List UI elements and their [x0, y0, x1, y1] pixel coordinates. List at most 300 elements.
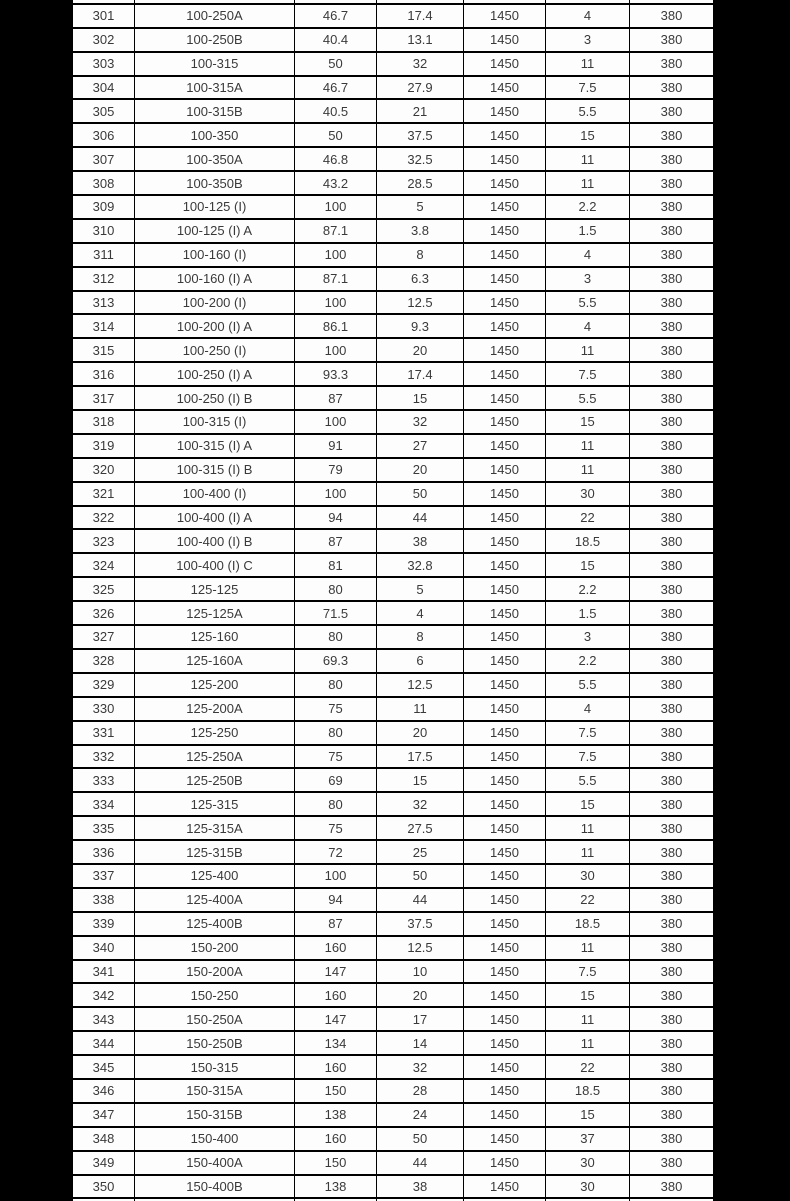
table-cell: 93.3	[295, 362, 377, 386]
table-cell: 69.3	[295, 649, 377, 673]
table-cell: 20	[377, 983, 464, 1007]
table-row	[73, 864, 714, 888]
table-cell: 125-250B	[135, 768, 295, 792]
table-cell: 100-315A	[135, 76, 295, 100]
table-cell: 380	[630, 816, 714, 840]
table-cell: 32	[377, 1055, 464, 1079]
table-cell: 37.5	[377, 912, 464, 936]
table-cell: 11	[546, 1007, 630, 1031]
table-cell: 150-200	[135, 936, 295, 960]
table-row	[73, 219, 714, 243]
table-cell: 150-400B	[135, 1175, 295, 1199]
table-cell: 1450	[464, 4, 546, 28]
pump-spec-table	[72, 0, 714, 1201]
table-cell: 30	[546, 1151, 630, 1175]
table-cell: 380	[630, 99, 714, 123]
table-cell: 80	[295, 673, 377, 697]
table-cell: 44	[377, 888, 464, 912]
table-cell: 380	[630, 1055, 714, 1079]
table-cell: 2.2	[546, 577, 630, 601]
table-cell: 1450	[464, 410, 546, 434]
table-cell: 302	[73, 28, 135, 52]
table-cell: 8	[377, 243, 464, 267]
table-cell: 38	[377, 529, 464, 553]
table-row	[73, 434, 714, 458]
table-cell: 87	[295, 912, 377, 936]
table-cell: 301	[73, 4, 135, 28]
table-cell: 1450	[464, 649, 546, 673]
table-cell: 30	[546, 482, 630, 506]
table-row	[73, 697, 714, 721]
table-row	[73, 649, 714, 673]
table-row	[73, 1151, 714, 1175]
table-cell: 100-315	[135, 52, 295, 76]
table-cell: 125-400B	[135, 912, 295, 936]
table-cell: 12.5	[377, 936, 464, 960]
table-cell: 46.7	[295, 76, 377, 100]
table-cell: 5.5	[546, 291, 630, 315]
table-cell: 1450	[464, 697, 546, 721]
table-cell: 305	[73, 99, 135, 123]
table-cell: 326	[73, 601, 135, 625]
table-cell: 380	[630, 697, 714, 721]
table-cell: 341	[73, 960, 135, 984]
table-cell: 100-350B	[135, 171, 295, 195]
table-cell: 380	[630, 506, 714, 530]
table-cell: 11	[546, 816, 630, 840]
table-cell: 22	[546, 506, 630, 530]
table-cell: 100	[295, 338, 377, 362]
table-cell: 150-400	[135, 1127, 295, 1151]
table-cell: 380	[630, 362, 714, 386]
table-cell: 100	[295, 864, 377, 888]
table-row	[73, 577, 714, 601]
table-cell: 125-400	[135, 864, 295, 888]
table-cell: 380	[630, 219, 714, 243]
table-cell: 333	[73, 768, 135, 792]
table-cell: 100-160 (I)	[135, 243, 295, 267]
table-cell: 1450	[464, 912, 546, 936]
table-row	[73, 52, 714, 76]
table-cell: 308	[73, 171, 135, 195]
table-cell: 87.1	[295, 219, 377, 243]
table-cell: 50	[295, 52, 377, 76]
table-cell: 2.2	[546, 195, 630, 219]
table-cell: 380	[630, 52, 714, 76]
table-cell: 44	[377, 1151, 464, 1175]
table-cell: 1450	[464, 864, 546, 888]
table-cell: 380	[630, 1151, 714, 1175]
table-cell: 380	[630, 314, 714, 338]
table-cell: 15	[546, 983, 630, 1007]
table-cell: 309	[73, 195, 135, 219]
table-cell: 1450	[464, 625, 546, 649]
table-row	[73, 983, 714, 1007]
table-cell: 380	[630, 673, 714, 697]
table-cell: 50	[377, 1127, 464, 1151]
table-cell: 317	[73, 386, 135, 410]
table-cell: 32	[377, 52, 464, 76]
table-cell: 100-200 (I) A	[135, 314, 295, 338]
table-row	[73, 362, 714, 386]
table-cell: 11	[546, 840, 630, 864]
table-cell: 1450	[464, 745, 546, 769]
table-cell: 11	[377, 697, 464, 721]
table-cell: 125-315	[135, 792, 295, 816]
table-cell: 15	[546, 792, 630, 816]
table-cell: 380	[630, 291, 714, 315]
table-cell: 100-250A	[135, 4, 295, 28]
table-row	[73, 936, 714, 960]
table-cell: 380	[630, 338, 714, 362]
table-cell: 50	[295, 123, 377, 147]
table-row	[73, 888, 714, 912]
table-cell: 100-125 (I) A	[135, 219, 295, 243]
table-row	[73, 267, 714, 291]
table-cell: 3	[546, 28, 630, 52]
table-cell: 86.1	[295, 314, 377, 338]
table-cell: 327	[73, 625, 135, 649]
table-row	[73, 745, 714, 769]
table-cell: 1450	[464, 792, 546, 816]
table-cell: 11	[546, 147, 630, 171]
table-cell: 18.5	[546, 529, 630, 553]
table-cell: 1450	[464, 529, 546, 553]
table-cell: 160	[295, 1055, 377, 1079]
table-cell: 8	[377, 625, 464, 649]
table-cell: 11	[546, 458, 630, 482]
table-cell: 22	[546, 1055, 630, 1079]
table-row	[73, 99, 714, 123]
table-cell: 1450	[464, 888, 546, 912]
table-cell: 1450	[464, 1079, 546, 1103]
table-cell: 125-200	[135, 673, 295, 697]
table-cell: 380	[630, 553, 714, 577]
table-cell: 343	[73, 1007, 135, 1031]
table-cell: 331	[73, 721, 135, 745]
table-cell: 100	[295, 410, 377, 434]
table-cell: 5.5	[546, 99, 630, 123]
table-cell: 150-200A	[135, 960, 295, 984]
table-cell: 30	[546, 864, 630, 888]
table-cell: 380	[630, 577, 714, 601]
table-cell: 125-125A	[135, 601, 295, 625]
table-cell: 380	[630, 1103, 714, 1127]
table-cell: 348	[73, 1127, 135, 1151]
table-row	[73, 816, 714, 840]
table-cell: 100-315B	[135, 99, 295, 123]
table-row	[73, 721, 714, 745]
table-cell: 1450	[464, 960, 546, 984]
table-cell: 24	[377, 1103, 464, 1127]
table-cell: 7.5	[546, 960, 630, 984]
table-cell: 1450	[464, 123, 546, 147]
table-cell: 6.3	[377, 267, 464, 291]
table-cell: 380	[630, 625, 714, 649]
table-cell: 1450	[464, 147, 546, 171]
table-cell: 27.9	[377, 76, 464, 100]
table-cell: 4	[377, 601, 464, 625]
table-cell: 80	[295, 792, 377, 816]
table-cell: 125-400A	[135, 888, 295, 912]
table-cell: 325	[73, 577, 135, 601]
table-row	[73, 1031, 714, 1055]
table-cell: 380	[630, 888, 714, 912]
table-cell: 347	[73, 1103, 135, 1127]
table-cell: 330	[73, 697, 135, 721]
table-cell: 100-350	[135, 123, 295, 147]
table-cell: 12.5	[377, 673, 464, 697]
table-cell: 100	[295, 243, 377, 267]
table-cell: 7.5	[546, 721, 630, 745]
table-cell: 18.5	[546, 1079, 630, 1103]
table-cell: 2.2	[546, 649, 630, 673]
table-cell: 1450	[464, 1031, 546, 1055]
table-cell: 75	[295, 697, 377, 721]
table-cell: 1450	[464, 434, 546, 458]
table-cell: 380	[630, 386, 714, 410]
table-row	[73, 1127, 714, 1151]
table-cell: 125-250	[135, 721, 295, 745]
table-row	[73, 529, 714, 553]
table-cell: 1450	[464, 28, 546, 52]
table-cell: 1450	[464, 195, 546, 219]
table-cell: 1450	[464, 458, 546, 482]
table-cell: 342	[73, 983, 135, 1007]
table-row	[73, 1055, 714, 1079]
table-cell: 37	[546, 1127, 630, 1151]
table-cell: 100	[295, 291, 377, 315]
table-cell: 380	[630, 912, 714, 936]
table-cell: 314	[73, 314, 135, 338]
table-row	[73, 625, 714, 649]
table-cell: 11	[546, 1031, 630, 1055]
table-row	[73, 960, 714, 984]
table-cell: 81	[295, 553, 377, 577]
table-row	[73, 792, 714, 816]
table-cell: 100	[295, 482, 377, 506]
table-cell: 380	[630, 267, 714, 291]
table-cell: 50	[377, 864, 464, 888]
table-cell: 125-315A	[135, 816, 295, 840]
table-cell: 25	[377, 840, 464, 864]
table-cell: 306	[73, 123, 135, 147]
table-cell: 15	[546, 553, 630, 577]
table-cell: 318	[73, 410, 135, 434]
table-cell: 1450	[464, 577, 546, 601]
table-cell: 5	[377, 195, 464, 219]
table-row	[73, 482, 714, 506]
table-row	[73, 912, 714, 936]
table-cell: 1.5	[546, 601, 630, 625]
table-cell: 150-250	[135, 983, 295, 1007]
table-cell: 380	[630, 983, 714, 1007]
table-cell: 100-250 (I)	[135, 338, 295, 362]
table-cell: 380	[630, 792, 714, 816]
table-cell: 321	[73, 482, 135, 506]
table-cell: 134	[295, 1031, 377, 1055]
table-cell: 17.4	[377, 362, 464, 386]
table-cell: 150-250A	[135, 1007, 295, 1031]
table-cell: 15	[546, 123, 630, 147]
table-cell: 1450	[464, 99, 546, 123]
table-cell: 30	[546, 1175, 630, 1199]
table-cell: 100-250 (I) A	[135, 362, 295, 386]
table-cell: 380	[630, 936, 714, 960]
table-cell: 20	[377, 458, 464, 482]
table-cell: 71.5	[295, 601, 377, 625]
table-row	[73, 123, 714, 147]
table-cell: 346	[73, 1079, 135, 1103]
table-cell: 32	[377, 410, 464, 434]
table-cell: 150-400A	[135, 1151, 295, 1175]
table-cell: 20	[377, 721, 464, 745]
table-cell: 335	[73, 816, 135, 840]
table-row	[73, 673, 714, 697]
table-cell: 380	[630, 4, 714, 28]
table-cell: 380	[630, 768, 714, 792]
table-row	[73, 195, 714, 219]
table-cell: 69	[295, 768, 377, 792]
table-cell: 380	[630, 721, 714, 745]
table-cell: 1450	[464, 1007, 546, 1031]
table-cell: 336	[73, 840, 135, 864]
table-cell: 1450	[464, 553, 546, 577]
table-row	[73, 601, 714, 625]
table-cell: 4	[546, 314, 630, 338]
table-cell: 315	[73, 338, 135, 362]
table-cell: 1450	[464, 1055, 546, 1079]
table-cell: 32	[377, 792, 464, 816]
table-cell: 87	[295, 386, 377, 410]
table-cell: 380	[630, 649, 714, 673]
table-row	[73, 314, 714, 338]
table-cell: 316	[73, 362, 135, 386]
table-row	[73, 1007, 714, 1031]
table-cell: 125-160	[135, 625, 295, 649]
table-cell: 1450	[464, 1151, 546, 1175]
table-cell: 5.5	[546, 673, 630, 697]
table-row	[73, 506, 714, 530]
table-cell: 3.8	[377, 219, 464, 243]
table-cell: 322	[73, 506, 135, 530]
table-cell: 15	[377, 386, 464, 410]
table-cell: 5	[377, 577, 464, 601]
table-cell: 350	[73, 1175, 135, 1199]
table-cell: 1450	[464, 219, 546, 243]
table-cell: 27.5	[377, 816, 464, 840]
table-row	[73, 171, 714, 195]
table-cell: 75	[295, 816, 377, 840]
table-cell: 150	[295, 1151, 377, 1175]
table-cell: 1450	[464, 386, 546, 410]
table-cell: 100-400 (I)	[135, 482, 295, 506]
table-cell: 138	[295, 1175, 377, 1199]
table-cell: 349	[73, 1151, 135, 1175]
table-cell: 380	[630, 601, 714, 625]
table-cell: 17.4	[377, 4, 464, 28]
table-cell: 125-200A	[135, 697, 295, 721]
table-cell: 147	[295, 1007, 377, 1031]
table-cell: 11	[546, 936, 630, 960]
table-cell: 17.5	[377, 745, 464, 769]
table-cell: 7.5	[546, 76, 630, 100]
table-cell: 28.5	[377, 171, 464, 195]
table-cell: 1450	[464, 267, 546, 291]
table-cell: 7.5	[546, 745, 630, 769]
spec-table	[72, 0, 714, 1201]
table-cell: 1450	[464, 816, 546, 840]
table-cell: 11	[546, 171, 630, 195]
table-cell: 11	[546, 52, 630, 76]
table-cell: 32.5	[377, 147, 464, 171]
table-cell: 1450	[464, 601, 546, 625]
table-cell: 3	[546, 267, 630, 291]
table-cell: 380	[630, 410, 714, 434]
table-cell: 380	[630, 1007, 714, 1031]
table-cell: 100-250 (I) B	[135, 386, 295, 410]
table-cell: 380	[630, 960, 714, 984]
table-cell: 1450	[464, 983, 546, 1007]
table-cell: 1450	[464, 840, 546, 864]
table-cell: 339	[73, 912, 135, 936]
table-cell: 37.5	[377, 123, 464, 147]
table-cell: 87.1	[295, 267, 377, 291]
table-cell: 1450	[464, 721, 546, 745]
table-cell: 9.3	[377, 314, 464, 338]
table-cell: 138	[295, 1103, 377, 1127]
table-row	[73, 28, 714, 52]
table-cell: 94	[295, 506, 377, 530]
table-cell: 380	[630, 529, 714, 553]
table-cell: 1450	[464, 291, 546, 315]
table-cell: 100-250B	[135, 28, 295, 52]
table-cell: 44	[377, 506, 464, 530]
table-cell: 43.2	[295, 171, 377, 195]
table-cell: 10	[377, 960, 464, 984]
table-cell: 380	[630, 1079, 714, 1103]
table-cell: 94	[295, 888, 377, 912]
table-cell: 15	[377, 768, 464, 792]
table-cell: 1.5	[546, 219, 630, 243]
table-cell: 1450	[464, 1127, 546, 1151]
table-cell: 332	[73, 745, 135, 769]
table-cell: 380	[630, 1127, 714, 1151]
table-cell: 380	[630, 745, 714, 769]
table-cell: 380	[630, 1031, 714, 1055]
table-row	[73, 243, 714, 267]
table-cell: 100	[295, 195, 377, 219]
table-cell: 100-315 (I) B	[135, 458, 295, 482]
table-cell: 14	[377, 1031, 464, 1055]
table-cell: 46.7	[295, 4, 377, 28]
table-cell: 344	[73, 1031, 135, 1055]
table-cell: 40.5	[295, 99, 377, 123]
table-row	[73, 768, 714, 792]
table-cell: 329	[73, 673, 135, 697]
table-cell: 4	[546, 4, 630, 28]
table-cell: 18.5	[546, 912, 630, 936]
table-cell: 150-315B	[135, 1103, 295, 1127]
table-cell: 1450	[464, 768, 546, 792]
table-cell: 303	[73, 52, 135, 76]
table-cell: 380	[630, 171, 714, 195]
table-cell: 12.5	[377, 291, 464, 315]
table-cell: 91	[295, 434, 377, 458]
table-cell: 11	[546, 338, 630, 362]
table-row	[73, 553, 714, 577]
table-cell: 311	[73, 243, 135, 267]
